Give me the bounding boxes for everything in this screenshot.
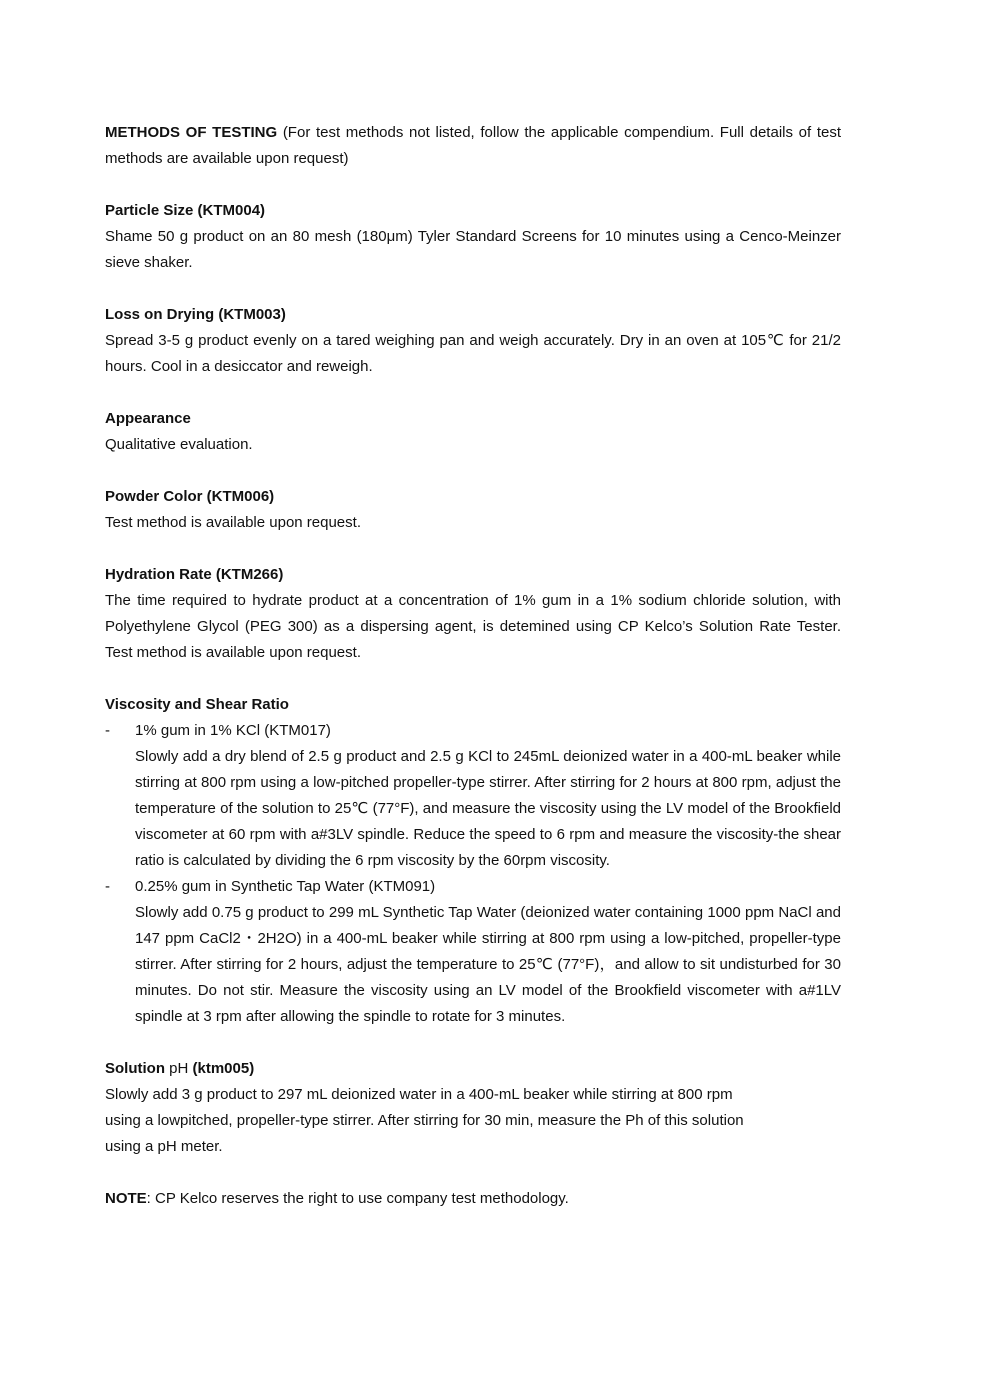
section-powder-color: [105, 484, 841, 536]
note-text: : CP Kelco reserves the right to use company test methodology.: [146, 1190, 569, 1207]
intro-heading: METHODS OF TESTING: [105, 124, 278, 141]
particle-size-body: Shame 50 g product on an 80 mesh (180μm) Tyler Standard Screens for 10 minutes using a Cenco-Meinzer sieve shaker.: [105, 228, 841, 271]
viscosity-title: Viscosity and Shear Ratio: [105, 696, 289, 713]
solution-ph-title-b: pH: [165, 1060, 193, 1077]
solution-ph-line: Slowly add 3 g product to 297 mL deionized water in a 400-mL beaker while stirring at 800 rpm: [105, 1086, 733, 1103]
document-content: [105, 120, 841, 1212]
powder-color-title: Powder Color (KTM006): [105, 488, 275, 505]
solution-ph-title: [105, 1056, 745, 1082]
intro-paragraph: [105, 120, 841, 172]
list-dash: -: [105, 722, 110, 739]
list-dash: -: [105, 878, 110, 895]
solution-ph-title-a: Solution: [105, 1060, 165, 1077]
list-item: [105, 718, 841, 874]
solution-ph-title-c: (ktm005): [192, 1060, 255, 1077]
appearance-body: Qualitative evaluation.: [105, 436, 253, 453]
list-item-body: Slowly add 0.75 g product to 299 mL Synthetic Tap Water (deionized water containing 1000 ppm NaCl and 147 ppm CaCl2・2H2O) in a 400-mL beaker while stirring at 800 rpm using a low-pitched, propeller-type stirrer. After stirring for 2 hours, adjust the temperature to 25℃ (77°F)，and allow to sit undisturbed for 30 minutes. Do not stir. Measure the viscosity using an LV model of the Brookfield viscometer with a#1LV spindle at 3 rpm after allowing the spindle to rotate for 3 minutes.: [135, 904, 841, 1025]
list-item-label: 1% gum in 1% KCl (KTM017): [135, 722, 331, 739]
section-solution-ph: [105, 1056, 841, 1160]
loss-on-drying-title: Loss on Drying (KTM003): [105, 306, 286, 323]
list-item-label: 0.25% gum in Synthetic Tap Water (KTM091): [135, 878, 436, 895]
solution-ph-line: using a lowpitched, propeller-type stirrer. After stirring for 30 min, measure the Ph of this solution: [105, 1112, 744, 1129]
loss-on-drying-body: Spread 3-5 g product evenly on a tared weighing pan and weigh accurately. Dry in an oven at 105℃ for 21/2 hours. Cool in a desiccator and reweigh.: [105, 332, 841, 375]
list-item-body: Slowly add a dry blend of 2.5 g product and 2.5 g KCl to 245mL deionized water in a 400-mL beaker while stirring at 800 rpm using a low-pitched propeller-type stirrer. After stirring for 2 hours at 800 rpm, adjust the temperature of the solution to 25℃ (77°F), and measure the viscosity using the LV model of the Brookfield viscometer at 60 rpm with a#3LV spindle. Reduce the speed to 6 rpm and measure the viscosity-the shear ratio is calculated by dividing the 6 rpm viscosity by the 60rpm viscosity.: [135, 748, 841, 869]
list-item: [105, 874, 841, 1030]
section-hydration-rate: [105, 562, 841, 666]
appearance-title: Appearance: [105, 410, 191, 427]
section-appearance: [105, 406, 841, 458]
solution-ph-line: using a pH meter.: [105, 1138, 223, 1155]
section-viscosity: [105, 692, 841, 1030]
hydration-rate-body: The time required to hydrate product at a concentration of 1% gum in a 1% sodium chloride solution, with Polyethylene Glycol (PEG 300) as a dispersing agent, is detemined using CP Kelco’s Solution Rate Tester. Test method is available upon request.: [105, 592, 841, 661]
particle-size-title: Particle Size (KTM004): [105, 202, 266, 219]
intro-text: (For test methods not listed, follow the applicable compendium. Full details of test methods are available upon request): [105, 124, 841, 167]
section-particle-size: [105, 198, 841, 276]
powder-color-body: Test method is available upon request.: [105, 514, 361, 531]
hydration-rate-title: Hydration Rate (KTM266): [105, 566, 284, 583]
note-label: NOTE: [105, 1190, 147, 1207]
note-paragraph: [105, 1186, 841, 1212]
section-loss-on-drying: [105, 302, 841, 380]
